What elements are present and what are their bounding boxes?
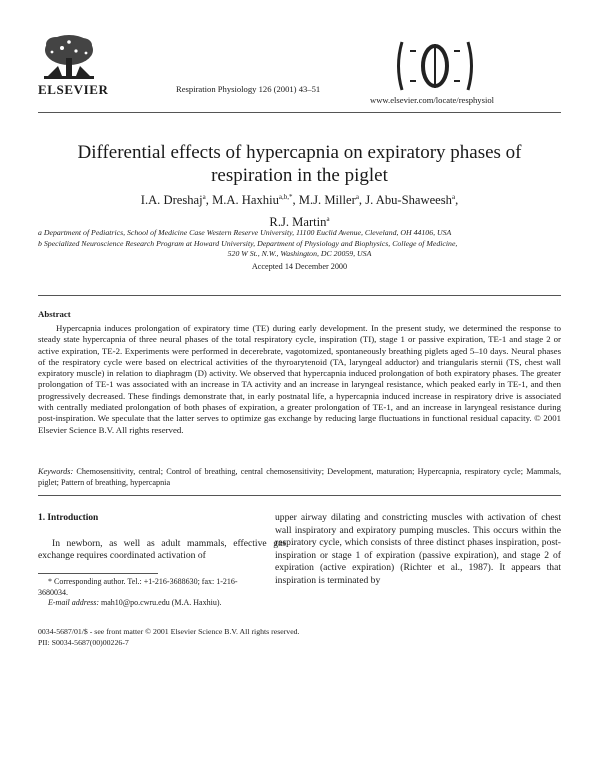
accepted-date: Accepted 14 December 2000 [251, 262, 348, 271]
author-name: M.J. Miller [298, 193, 356, 208]
intro-paragraph-right: upper airway dilating and constricting muscles with activation of chest wall inspiratory and expiratory pumping muscles. This occurs within the respiratory cycle, which consists of three distinct phases inspiration, post-inspiration or stage 1 of expiration (passive expiration), and stage 2 of expiration (active expiration) (Richter et al., 1987). It appears that inspiration is terminated by [275, 512, 561, 586]
author-affil-mark: a,b,* [278, 193, 293, 201]
header-rule [38, 112, 561, 113]
keywords-label: Keywords: [38, 467, 74, 476]
article-title [38, 141, 561, 187]
author-list: I.A. Dreshaj$^a$, M.A. Haxhiu$^{a,b,*}$, M.J. Miller$^a$, J. Abu-Shaweesh$^a$, R.J. Martin$^a$ [140, 193, 459, 230]
author-name: J. Abu-Shaweesh [365, 193, 452, 208]
right-column [275, 512, 561, 588]
email-address-link[interactable]: mah10@po.cwru.edu (M.A. Haxhiu). [101, 598, 222, 607]
left-column [38, 512, 286, 563]
journal-logo-icon [392, 38, 478, 94]
section-heading-introduction: 1. Introduction [38, 513, 99, 523]
author-affil-mark: a [355, 193, 359, 201]
abstract-text: Hypercapnia induces prolongation of expiratory time (TE) during early development. In the present study, we determined the response to steady state hypercapnia of three neural phases of the total respiratory cycle, inspiration (TI), stage 1 or passive expiration, TE-1 and stage 2 or active expiration, TE-2. Experiments were performed in decerebrate, vagotomized, spontaneously breathing piglets aged 5–10 days. Neural phases of the respiratory cycle were based on electrical activities of the thyroarytenoid (TA, laryngeal adductor) and triangularis sternii (TS, chest wall expiratory muscle) in relation to diaphragm (D) activity. We observed that hypercapnia induced prolongation of both expiratory phases. The greater prolongation of TE-1 was associated with an increase in TA activity and an increase in laryngeal resistance, which peaked early in TE-1, and then progressively decreased. These findings demonstrate that, in early postnatal life, a hypercapnia induced increase in respiratory drive is associated with centrally mediated prolongation of both phases of expiration, a greater prolongation of TE-1, and an increase in laryngeal resistance during post-inspiration. We speculate that the latter serves to optimize gas exchange by reducing large fluctuations in functional residual capacity. © 2001 Elsevier Science B.V. All rights reserved. [38, 323, 561, 435]
keywords-list: Chemosensitivity, central; Control of breathing, central chemosensitivity; Development, maturation; Hypercapnia, respiratory cycle; Mammals, piglet; Pattern of breathing, hypercapnia [38, 467, 561, 487]
author-name: I.A. Dreshaj [140, 193, 203, 208]
author-name: M.A. Haxhiu [212, 193, 279, 208]
footnote-rule [38, 573, 158, 574]
copyright-line: 0034-5687/01/$ - see front matter © 2001 Elsevier Science B.V. All rights reserved. [38, 627, 300, 636]
footnote [38, 577, 263, 609]
affiliations [38, 228, 561, 260]
corresponding-author-note: * Corresponding author. Tel.: +1-216-3688630; fax: 1-216-3680034. [38, 577, 238, 597]
affiliation-a: a Department of Pediatrics, School of Medicine Case Western Reserve University, 11100 Euclid Avenue, Cleveland, OH 44106, USA [38, 228, 452, 237]
pii-line: PII: S0034-5687(00)00226-7 [38, 637, 129, 647]
journal-url-link[interactable]: www.elsevier.com/locate/resphysiol [370, 95, 495, 105]
journal-citation: Respiration Physiology 126 (2001) 43–51 [176, 84, 321, 94]
page-footer [38, 627, 300, 648]
author-affil-mark: a [451, 193, 456, 201]
abstract-heading: Abstract [38, 309, 71, 319]
affiliation-b: b Specialized Neuroscience Research Program at Howard University, Department of Physiology and Biophysics, College of Medicine, [38, 238, 458, 248]
author-affil-mark: a [202, 193, 206, 201]
author-name: R.J. Martin [269, 215, 327, 230]
title-line-2: respiration in the piglet [211, 165, 388, 186]
abstract-top-rule [38, 295, 561, 296]
abstract-bottom-rule [38, 495, 561, 496]
affiliation-b-address: 520 W St., N.W., Washington, DC 20059, USA [227, 249, 372, 258]
intro-paragraph-left: In newborn, as well as adult mammals, effective gas exchange requires coordinated activation of [38, 537, 286, 562]
keywords [38, 466, 561, 488]
author-affil-mark: a [326, 215, 330, 224]
email-label: E-mail address: [48, 598, 100, 607]
title-line-1: Differential effects of hypercapnia on expiratory phases of [77, 142, 522, 163]
publisher-name: ELSEVIER [38, 82, 109, 97]
